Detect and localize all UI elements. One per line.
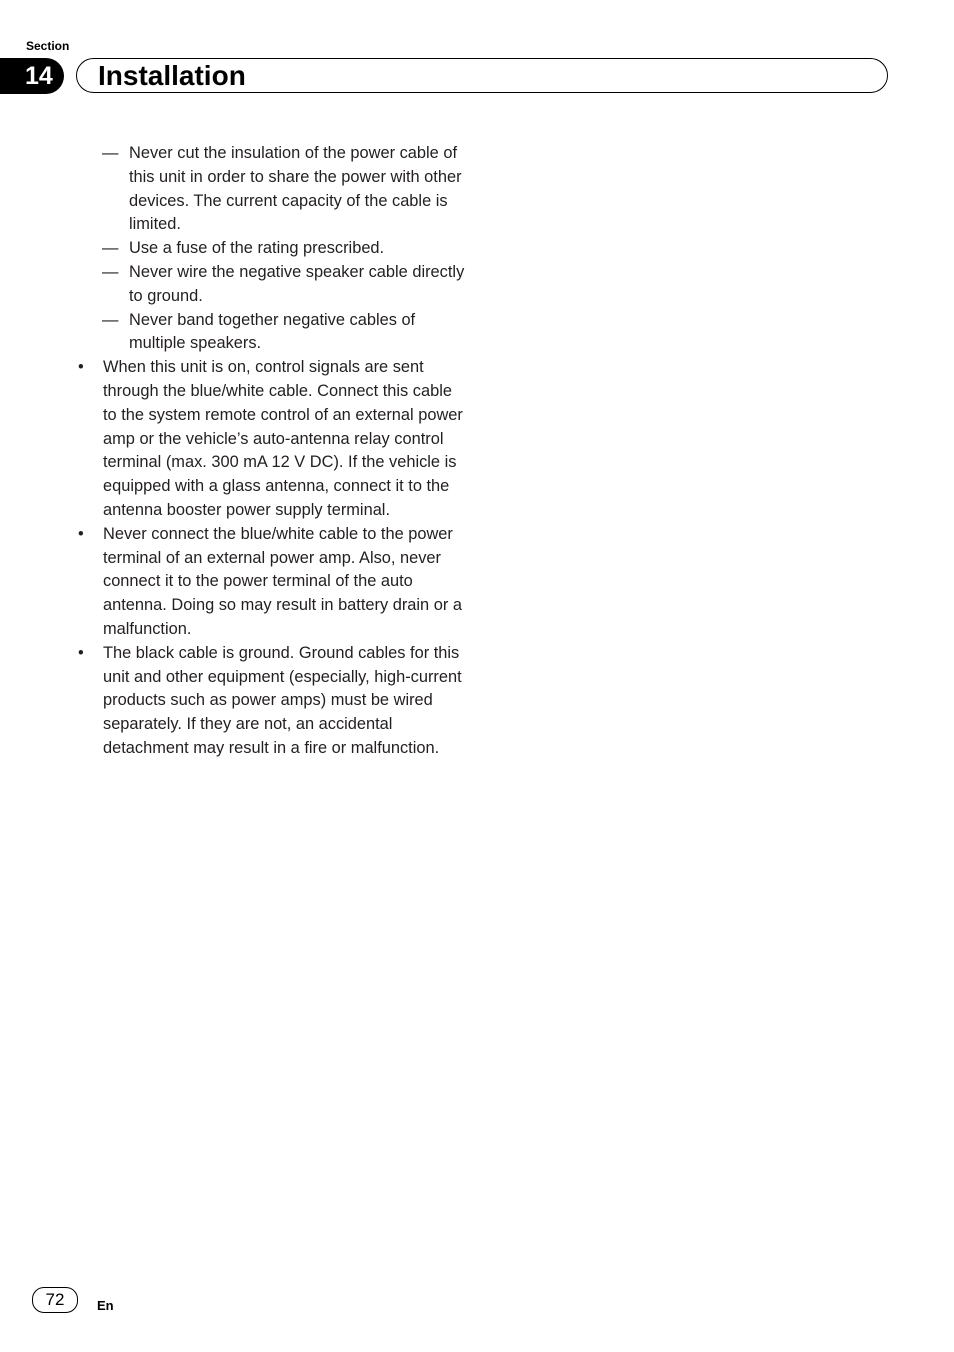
sub-list-item	[78, 142, 468, 237]
section-label: Section	[26, 39, 70, 53]
bullet-item	[78, 523, 468, 642]
bullet-item	[78, 642, 468, 761]
bullet-text: The black cable is ground. Ground cables for this unit and other equipment (especially, high-current products such as power amps) must be wired separately. If they are not, an accidental detachment may result in a fire or malfunction.	[103, 643, 462, 757]
sub-list-text: Never band together negative cables of multiple speakers.	[129, 310, 416, 353]
bullet-mark: •	[78, 643, 84, 662]
page-number: 72	[45, 1290, 65, 1309]
bullet-mark: •	[78, 358, 84, 377]
sub-list-item	[78, 309, 468, 357]
dash-mark: —	[102, 239, 119, 258]
dash-mark: —	[102, 310, 119, 329]
bullet-item	[78, 356, 468, 523]
dash-mark: —	[102, 262, 119, 281]
sub-list-text: Never cut the insulation of the power cable of this unit in order to share the power with other devices. The current capacity of the cable is limited.	[129, 144, 462, 234]
dash-mark: —	[102, 144, 119, 162]
bullet-text: When this unit is on, control signals are sent through the blue/white cable. Connect this cable to the system remote control of an external power amp or the vehicle’s auto-antenna relay control terminal (max. 300 mA 12 V DC). If the vehicle is equipped with a glass antenna, connect it to the antenna booster power supply terminal.	[103, 358, 463, 519]
language-label: En	[97, 1298, 114, 1313]
bullet-text: Never connect the blue/white cable to the power terminal of an external power amp. Also, never connect it to the power terminal of the auto antenna. Doing so may result in battery drain or a malfunction.	[103, 524, 462, 638]
sub-list-text: Never wire the negative speaker cable directly to ground.	[129, 262, 465, 305]
sub-list-item	[78, 261, 468, 309]
sub-list-text: Use a fuse of the rating prescribed.	[129, 239, 385, 258]
body-text	[78, 142, 468, 761]
sub-list-item	[78, 237, 468, 261]
bullet-mark: •	[78, 524, 84, 543]
page-title: Installation	[98, 60, 246, 91]
section-number: 14	[25, 62, 53, 90]
